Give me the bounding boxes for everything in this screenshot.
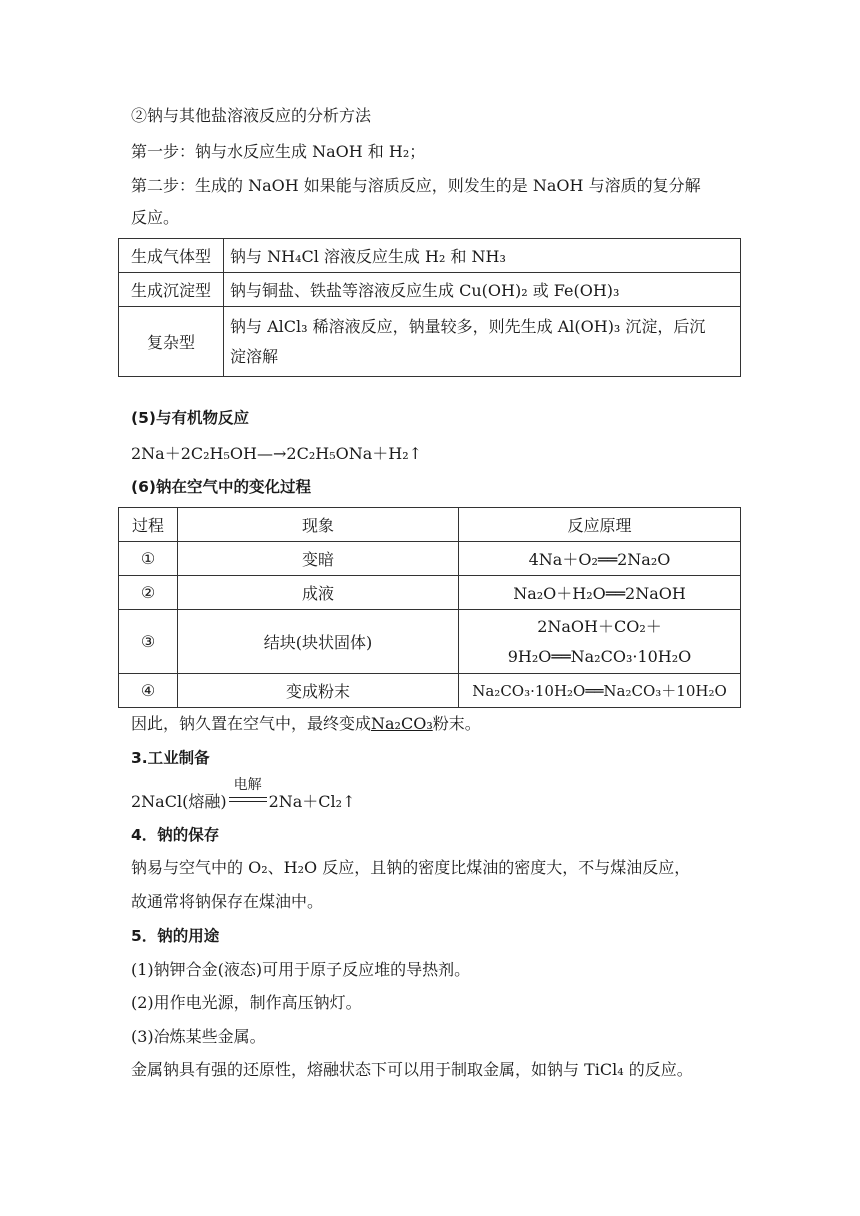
reaction-type-cell: 生成沉淀型 (119, 273, 224, 307)
table-header-row (119, 508, 741, 542)
reaction-desc-cell (224, 307, 741, 377)
section-heading-air: (6)钠在空气中的变化过程 (131, 478, 311, 496)
phenomenon-cell: 变成粉末 (178, 674, 459, 708)
reaction-condition: 电解 (233, 777, 262, 793)
table-row (119, 307, 741, 377)
air-conclusion (131, 714, 481, 734)
reaction-desc-cell: 钠与铜盐、铁盐等溶液反应生成 Cu(OH)₂ 或 Fe(OH)₃ (224, 273, 741, 307)
use-item: (3)冶炼某些金属。 (131, 1027, 266, 1046)
step-cell: ① (119, 542, 178, 576)
reaction-type-cell: 生成气体型 (119, 239, 224, 273)
step-cell: ④ (119, 674, 178, 708)
table-row (119, 273, 741, 307)
conclusion-product: Na₂CO₃ (371, 714, 433, 733)
conclusion-text: 因此，钠久置在空气中，最终变成 (131, 714, 372, 733)
section-heading-uses: 5．钠的用途 (131, 927, 220, 945)
table-row (119, 239, 741, 273)
table-row (119, 674, 741, 708)
section-heading-organic: (5)与有机物反应 (131, 409, 249, 427)
organic-equation: 2Na＋2C₂H₅OH—→2C₂H₅ONa＋H₂↑ (131, 444, 423, 463)
equation-reactant: 2NaCl(熔融) (131, 792, 227, 811)
step-one-text: 第一步：钠与水反应生成 NaOH 和 H₂； (131, 142, 426, 161)
reaction-desc-cell: 钠与 NH₄Cl 溶液反应生成 H₂ 和 NH₃ (224, 239, 741, 273)
section-heading-storage: 4．钠的保存 (131, 826, 220, 844)
desc-line: 钠与 AlCl₃ 稀溶液反应，钠量较多，则先生成 Al(OH)₃ 沉淀，后沉 (230, 316, 706, 336)
table-row (119, 610, 741, 674)
table-row (119, 576, 741, 610)
reaction-line: 9H₂O══Na₂CO₃·10H₂O (507, 646, 692, 666)
section-heading-salt-analysis: ②钠与其他盐溶液反应的分析方法 (131, 106, 372, 125)
phenomenon-cell: 结块(块状固体) (178, 610, 459, 674)
use-item: (2)用作电光源，制作高压钠灯。 (131, 993, 362, 1012)
desc-line: 淀溶解 (230, 346, 279, 366)
step-cell: ② (119, 576, 178, 610)
use-item: (1)钠钾合金(液态)可用于原子反应堆的导热剂。 (131, 960, 471, 979)
storage-text: 钠易与空气中的 O₂、H₂O 反应，且钠的密度比煤油的密度大，不与煤油反应， (131, 858, 691, 877)
electrolysis-arrow (227, 777, 269, 809)
reaction-cell: 4Na＋O₂══2Na₂O (459, 542, 741, 576)
step-two-text: 第二步：生成的 NaOH 如果能与溶质反应，则发生的是 NaOH 与溶质的复分解 (131, 176, 701, 195)
electrolysis-equation (131, 777, 356, 812)
conclusion-text-end: 粉末。 (432, 714, 481, 733)
header-cell: 现象 (178, 508, 459, 542)
header-cell: 反应原理 (459, 508, 741, 542)
phenomenon-cell: 成液 (178, 576, 459, 610)
step-cell: ③ (119, 610, 178, 674)
table-row (119, 542, 741, 576)
reaction-type-cell: 复杂型 (119, 307, 224, 377)
reaction-line: 2NaOH＋CO₂＋ (537, 616, 662, 636)
section-heading-industrial: 3.工业制备 (131, 749, 210, 767)
reaction-cell: Na₂O＋H₂O══2NaOH (459, 576, 741, 610)
reaction-cell (459, 610, 741, 674)
air-change-table (118, 507, 741, 708)
reaction-cell: Na₂CO₃·10H₂O══Na₂CO₃＋10H₂O (459, 674, 741, 708)
equation-product: 2Na＋Cl₂↑ (268, 792, 356, 811)
phenomenon-cell: 变暗 (178, 542, 459, 576)
step-two-text-continued: 反应。 (131, 208, 180, 227)
salt-reaction-table (118, 238, 741, 377)
header-cell: 过程 (119, 508, 178, 542)
uses-note: 金属钠具有强的还原性，熔融状态下可以用于制取金属，如钠与 TiCl₄ 的反应。 (131, 1060, 693, 1079)
storage-text-continued: 故通常将钠保存在煤油中。 (131, 892, 324, 911)
